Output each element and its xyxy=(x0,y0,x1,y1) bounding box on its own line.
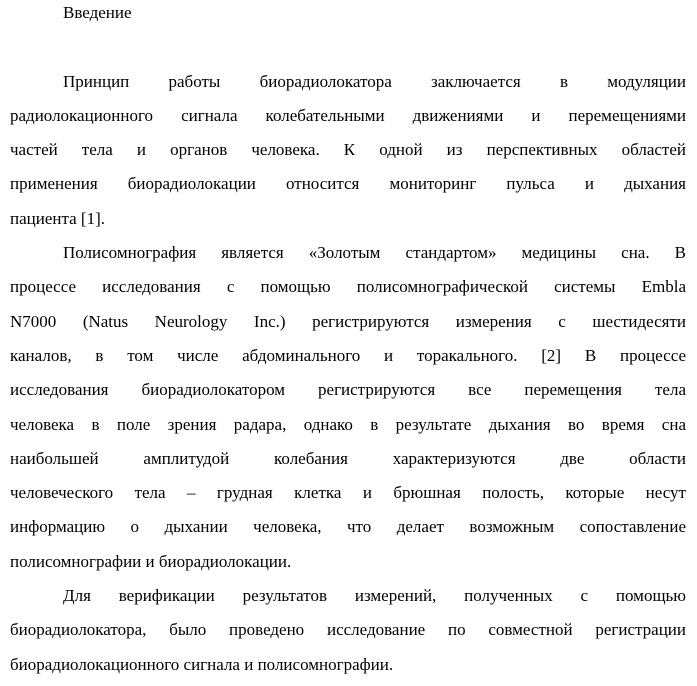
text-line: радиолокационного сигнала колебательными движениями и перемещениями xyxy=(10,105,686,125)
text-line: человека в поле зрения радара, однако в результате дыхания во время сна xyxy=(10,414,686,434)
text-line: частей тела и органов человека. К одной из перспективных областей xyxy=(10,140,686,160)
text-line: информацию о дыхании человека, что делает возможным сопоставление xyxy=(10,517,686,537)
text-line: каналов, в том числе абдоминального и торакального. [2] В процессе xyxy=(10,345,686,365)
paragraph-1 xyxy=(10,65,686,236)
text-line: человеческого тела – грудная клетка и брюшная полость, которые несут xyxy=(10,483,686,503)
paragraph-3 xyxy=(10,579,686,682)
text-line: биорадиолокационного сигнала и полисомнографии. xyxy=(10,654,394,674)
text-line: биорадиолокатора, было проведено исследование по совместной регистрации xyxy=(10,620,686,640)
text-line: N7000 (Natus Neurology Inc.) регистрируются измерения с шестидесяти xyxy=(10,311,686,331)
text-line: Полисомнография является «Золотым стандартом» медицины сна. В xyxy=(63,243,686,263)
text-line: наибольшей амплитудой колебания характеризуются две области xyxy=(10,448,686,468)
text-line: Для верификации результатов измерений, полученных с помощью xyxy=(63,586,686,606)
text-line: исследования биорадиолокатором регистрируются все перемещения тела xyxy=(10,380,686,400)
text-line: процессе исследования с помощью полисомнографической системы Embla xyxy=(10,277,686,297)
section-heading-introduction: Введение xyxy=(63,3,132,22)
text-line: полисомнографии и биорадиолокации. xyxy=(10,551,292,571)
text-line: Принцип работы биорадиолокатора заключается в модуляции xyxy=(63,71,686,91)
text-line: применения биорадиолокации относится мониторинг пульса и дыхания xyxy=(10,174,686,194)
text-line: пациента [1]. xyxy=(10,208,105,228)
paragraph-2 xyxy=(10,236,686,579)
